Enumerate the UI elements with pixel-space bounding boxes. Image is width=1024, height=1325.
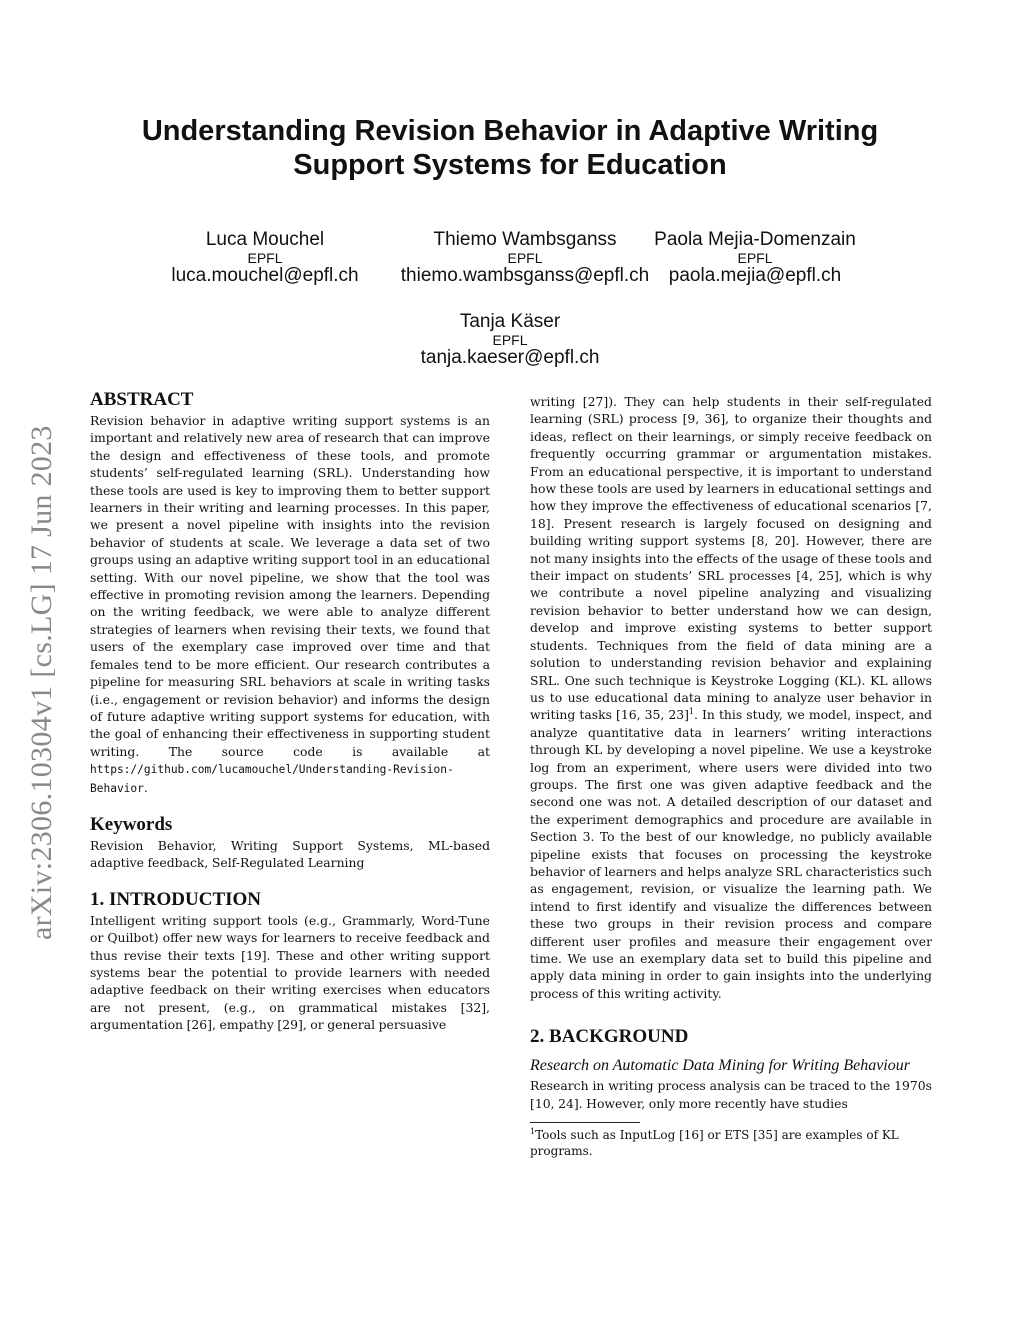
author-block (395, 229, 655, 287)
background-heading: 2. BACKGROUND (530, 1026, 689, 1048)
author-affiliation: EPFL (507, 250, 543, 266)
author-affiliation: EPFL (737, 250, 773, 266)
author-email[interactable]: paola.mejia@epfl.ch (668, 265, 842, 286)
abstract-end: . (143, 779, 148, 795)
introduction-heading: 1. INTRODUCTION (90, 888, 262, 910)
footnote-number: 1 (530, 1127, 536, 1137)
arxiv-identifier-stamp: arXiv:2306.10304v1 [cs.LG] 17 Jun 2023 (25, 425, 58, 940)
source-code-link[interactable]: https://github.com/lucamouchel/Understanding-Revision-Behavior (90, 763, 454, 795)
background-subheading: Research on Automatic Data Mining for Writing Behaviour (530, 1057, 910, 1075)
right-column (530, 393, 932, 1159)
author-affiliation: EPFL (247, 250, 283, 266)
footnote (530, 1127, 932, 1159)
abstract-text (90, 412, 490, 797)
author-block (645, 229, 865, 287)
author-email[interactable]: thiemo.wambsganss@epfl.ch (400, 265, 650, 286)
author-block (400, 311, 620, 369)
author-block (165, 229, 365, 287)
introduction-part-b: . In this study, we model, inspect, and analyze quantitative data in learners’ writing interactions through KL by developing a novel pipeline. We use a keystroke log from an experiment, where users were divided into two groups. The first one was given adaptive feedback and the second one was not. A detailed description of our dataset and the experiment demographics and procedure are available in Section 3. To the best of our knowledge, no publicly available pipeline exists that focuses on processing the keystroke behavior of learners and helps analyze SRL characteristics such as engagement, revision, or visualize the learning path. We intend to first identify and visualize the differences between these two groups in their revision process and compare different user profiles and measure their engagement over time. We use an exemplary data set to build this pipeline and apply data mining in order to gain insights into the underlying process of this writing activity. (530, 707, 932, 1001)
footnote-marker[interactable]: 1 (688, 707, 695, 717)
author-name: Paola Mejia-Domenzain (654, 229, 856, 250)
abstract-body: Revision behavior in adaptive writing support systems is an important and relatively new area of research that can improve the design and effectiveness of these tools, and promote students’ self-regulated learning (SRL). Understanding how these tools are used is key to improving them to better support learners in their writing and learning processes. In this paper, we present a novel pipeline with insights into the revision behavior of students at scale. We leverage a data set of two groups using an adaptive writing support tool in an educational setting. With our novel pipeline, we show that the tool was effective in promoting revision among the learners. Depending on the writing feedback, we were able to analyze different strategies of learners when revising their texts, we found that users of the exemplary case improved over time and that females tend to be more efficient. Our research contributes a pipeline for measuring SRL behaviors at scale in writing tasks (i.e., engagement or revision behavior) and informs the design of future adaptive writing support systems for education, with the goal of enhancing their effectiveness in supporting student writing. The source code is available at (90, 413, 490, 759)
author-name: Luca Mouchel (205, 229, 325, 250)
author-name: Tanja Käser (459, 311, 561, 332)
footnote-rule (530, 1122, 640, 1123)
background-text: Research in writing process analysis can be traced to the 1970s [10, 24]. However, only more recently have studies (530, 1078, 932, 1111)
author-affiliation: EPFL (492, 332, 528, 348)
paper-title: Understanding Revision Behavior in Adaptive Writing Support Systems for Education (141, 115, 879, 181)
introduction-text-left: Intelligent writing support tools (e.g., Grammarly, Word-Tune or Quilbot) offer new ways for learners to receive feedback and thus revise their texts [19]. These and other writing support systems bear the potential to provide learners with needed adaptive feedback on their writing exercises when educators are not present, (e.g., on grammatical mistakes [32], argumentation [26], empathy [29], or general persuasive (90, 912, 490, 1033)
keywords-heading: Keywords (90, 813, 173, 835)
author-email[interactable]: luca.mouchel@epfl.ch (171, 265, 359, 286)
footnote-text: Tools such as InputLog [16] or ETS [35] are examples of KL programs. (530, 1128, 899, 1159)
author-email[interactable]: tanja.kaeser@epfl.ch (420, 347, 600, 368)
left-column (90, 388, 490, 1034)
abstract-heading: ABSTRACT (90, 389, 194, 410)
introduction-part-a: writing [27]). They can help students in their self-regulated learning (SRL) process [9, 36], to organize their thoughts and ideas, reflect on their learnings, or simply receive feedback on frequently occurring grammar or argumentation mistakes. From an educational perspective, it is important to understand how these tools are used by learners in educational settings and how they improve the effectiveness of educational scenarios [7, 18]. Present research is largely focused on designing and building writing support systems [8, 20]. However, there are not many insights into the effects of the usage of these tools and their impact on students’ SRL processes [4, 25], which is why we contribute a novel pipeline analyzing and visualizing revision behavior to better understand how we can design, develop and improve existing systems to better support students. Techniques from the field of data mining are a solution to understanding revision behavior and explaining SRL. One such technique is Keystroke Logging (KL). KL allows us to use educational data mining to analyze user behavior in writing tasks [16, 35, 23] (530, 394, 932, 723)
author-name: Thiemo Wambsganss (433, 229, 617, 250)
introduction-text-right (530, 393, 932, 1002)
keywords-text: Revision Behavior, Writing Support Systems, ML-based adaptive feedback, Self-Regulated Learning (90, 837, 490, 871)
